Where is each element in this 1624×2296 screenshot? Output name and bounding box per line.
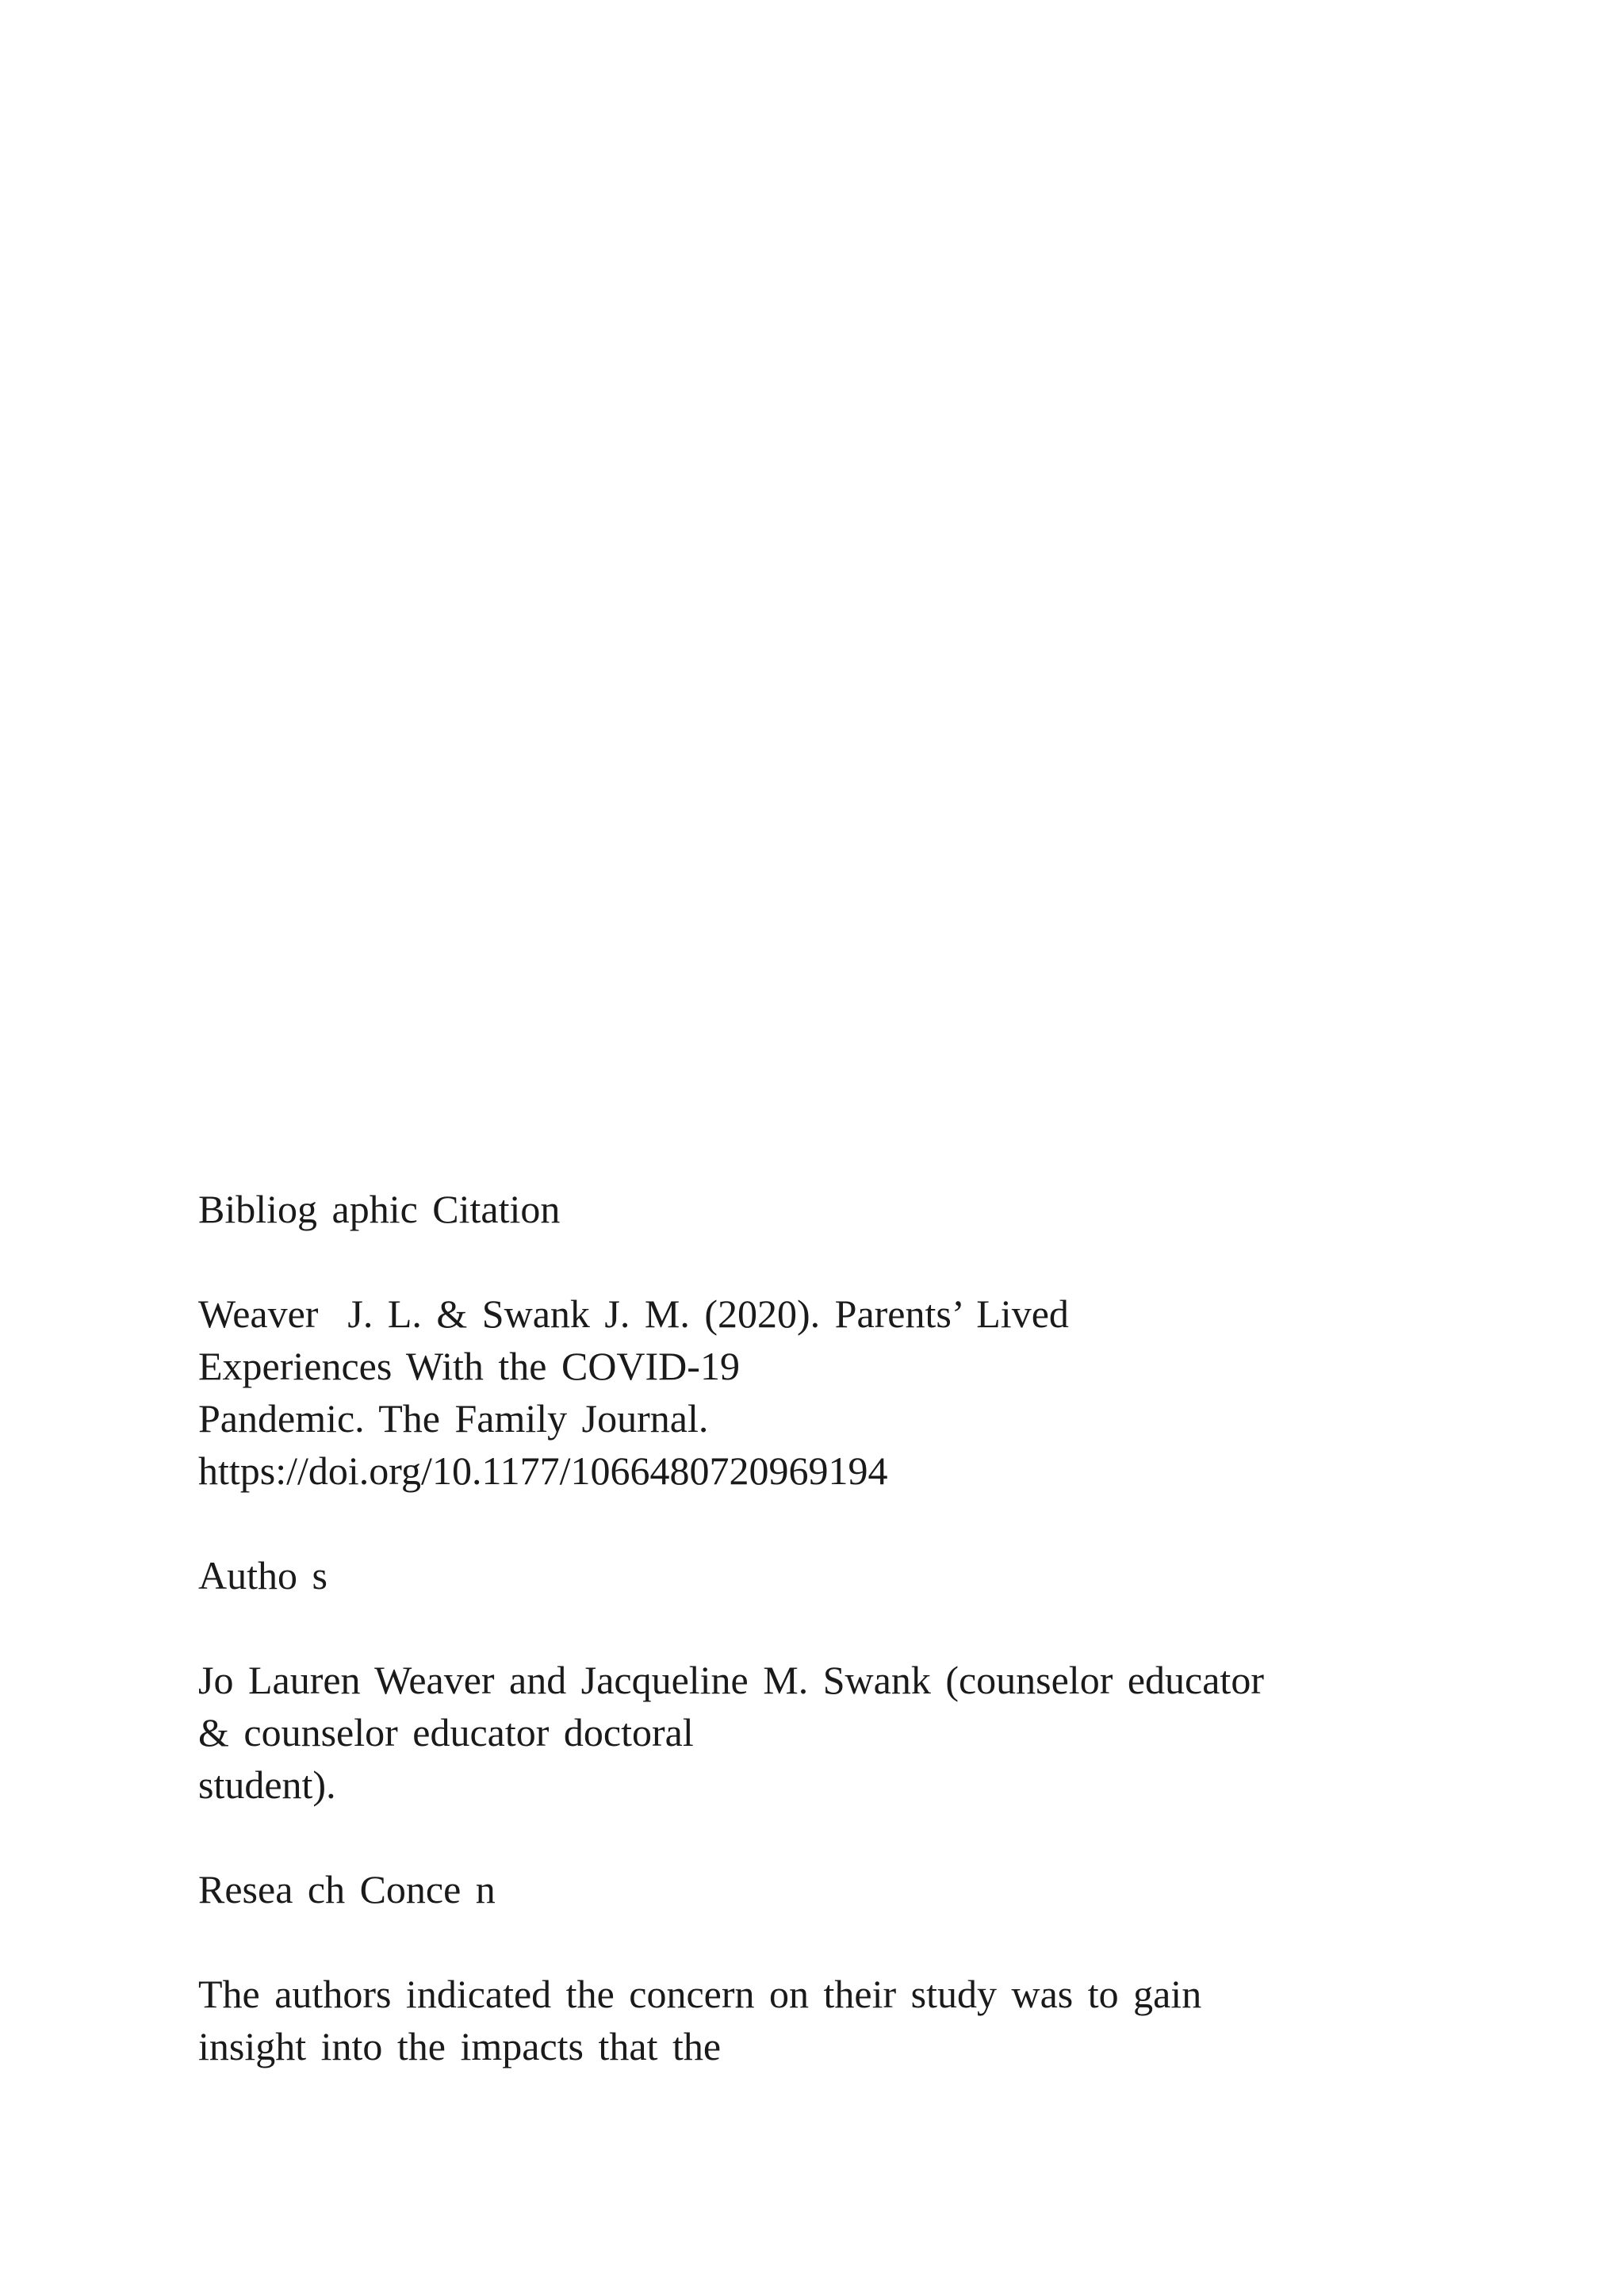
body-line: & counselor educator doctoral	[198, 1710, 694, 1755]
spacer	[198, 1497, 1546, 1549]
document-content	[198, 1183, 1546, 2072]
section-heading: Resea ch Conce n	[198, 1867, 496, 1911]
section-bibliographic-citation	[198, 1183, 1546, 1497]
citation-line: Experiences With the COVID-19	[198, 1344, 740, 1388]
body-line: The authors indicated the concern on their study was to gain	[198, 1972, 1202, 2016]
body-line: Jo Lauren Weaver and Jacqueline M. Swank (counselor educator	[198, 1658, 1264, 1702]
spacer	[198, 1811, 1546, 1863]
citation-line: Weaver J. L. & Swank J. M. (2020). Parents’ Lived	[198, 1292, 1069, 1336]
section-research-concern	[198, 1863, 1546, 2072]
citation-doi: https://doi.org/10.1177/1066480720969194	[198, 1448, 888, 1493]
body-line: insight into the impacts that the	[198, 2024, 722, 2068]
section-heading: Autho s	[198, 1553, 327, 1598]
spacer	[198, 1235, 1546, 1288]
section-heading: Bibliog aphic Citation	[198, 1187, 561, 1231]
body-line: student).	[198, 1762, 336, 1807]
section-authors	[198, 1549, 1546, 1811]
spacer	[198, 1601, 1546, 1654]
citation-line: Pandemic. The Family Journal.	[198, 1396, 709, 1441]
spacer	[198, 1915, 1546, 1968]
